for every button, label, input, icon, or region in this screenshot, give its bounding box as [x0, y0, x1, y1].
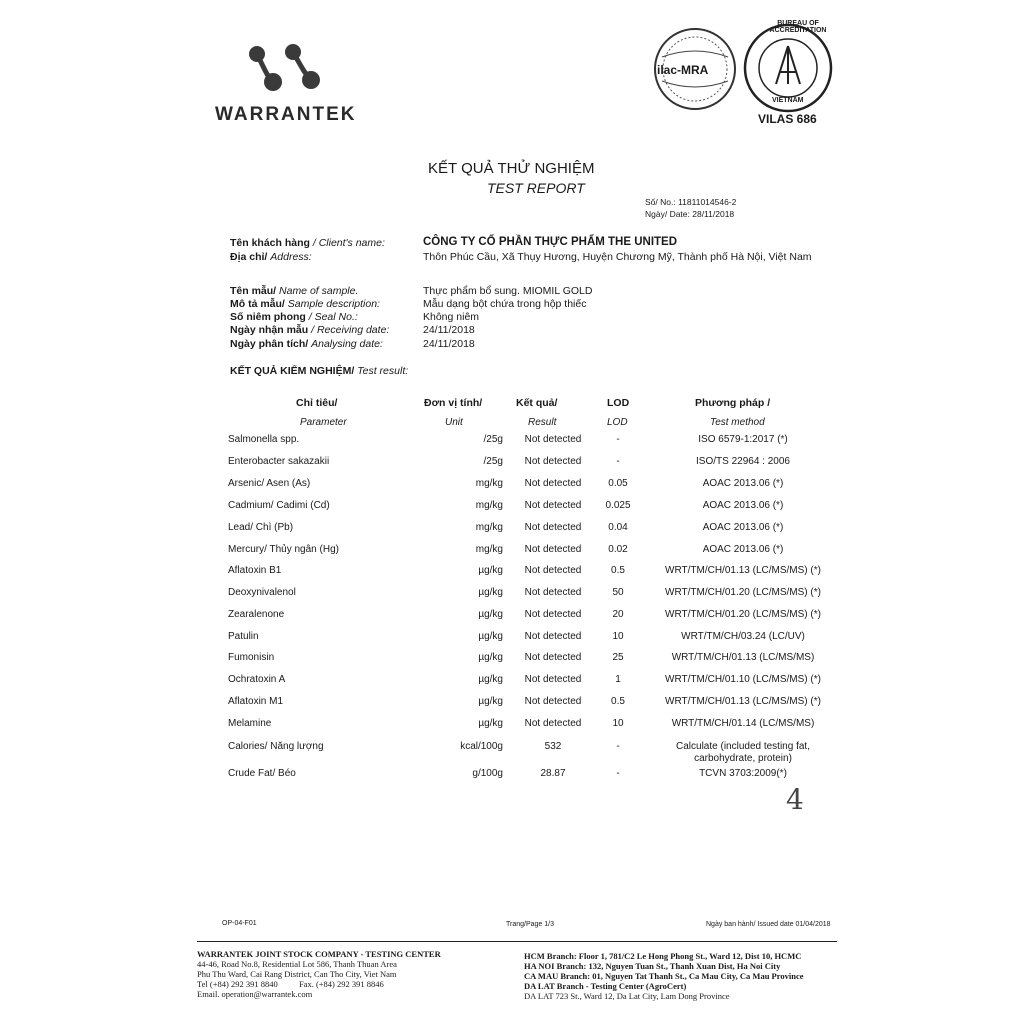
cell-param: Cadmium/ Cadimi (Cd) [228, 500, 330, 511]
cell-unit: mg/kg [475, 544, 503, 555]
branches-block [524, 951, 844, 1001]
cell-result: Not detected [524, 718, 582, 729]
seal-label: Số niêm phong / Seal No.: [230, 311, 358, 323]
cell-result: Not detected [524, 565, 582, 576]
cell-lod: 0.5 [611, 565, 625, 576]
vilas-number: VILAS 686 [758, 112, 817, 126]
client-name-label: Tên khách hàng / Client's name: [230, 237, 385, 249]
cell-method: TCVN 3703:2009(*) [699, 768, 787, 779]
cell-lod: 10 [612, 718, 624, 729]
table-row [228, 631, 828, 651]
cell-lod: 25 [612, 652, 624, 663]
header-method-en: Test method [710, 417, 765, 428]
cell-param: Aflatoxin M1 [228, 696, 284, 707]
client-name: CÔNG TY CỔ PHẦN THỰC PHẨM THE UNITED [423, 236, 678, 248]
branch-line: DA LAT Branch - Testing Center (AgroCert) [524, 981, 687, 991]
header-method: Phương pháp / [695, 397, 771, 409]
cell-param: Salmonella spp. [228, 434, 300, 445]
cell-unit: µg/kg [478, 674, 503, 685]
cell-result: Not detected [524, 674, 582, 685]
cell-method: WRT/TM/CH/01.13 (LC/MS/MS) (*) [665, 565, 821, 576]
cell-unit: µg/kg [478, 587, 503, 598]
cell-unit: kcal/100g [460, 741, 503, 752]
ilac-text: ilac-MRA [657, 63, 709, 77]
cell-unit: µg/kg [478, 718, 503, 729]
table-row [228, 522, 828, 542]
branch-line: DA LAT 723 St., Ward 12, Da Lat City, Lam Dong Province [524, 991, 730, 1001]
cell-param: Calories/ Năng lượng [228, 741, 324, 752]
cell-method: Calculate (included testing fat, carbohydrate, protein) [676, 741, 810, 764]
sample-name: Thực phẩm bổ sung. MIOMIL GOLD [423, 285, 593, 297]
sample-desc-label: Mô tả mẫu/ Sample description: [230, 298, 380, 310]
results-title: KẾT QUẢ KIỂM NGHIỆM/ Test result: [230, 365, 409, 377]
cell-param: Lead/ Chì (Pb) [228, 522, 294, 533]
table-row [228, 478, 828, 498]
cell-method: WRT/TM/CH/01.13 (LC/MS/MS) (*) [665, 696, 821, 707]
doc-number: Số/ No.: 11811014546-2 [645, 197, 737, 207]
cell-lod: 0.5 [611, 696, 625, 707]
header-lod: LOD [607, 397, 630, 409]
analysing-date-label: Ngày phân tích/ Analysing date: [230, 338, 383, 350]
table-row [228, 565, 828, 585]
table-row [228, 741, 828, 764]
cell-param: Crude Fat/ Béo [228, 768, 296, 779]
cell-lod: - [616, 456, 620, 467]
cell-method: WRT/TM/CH/01.13 (LC/MS/MS) [671, 652, 815, 663]
cell-param: Patulin [228, 631, 259, 642]
cell-result: Not detected [524, 652, 582, 663]
cell-result: Not detected [524, 696, 582, 707]
table-row [228, 609, 828, 629]
cell-method: AOAC 2013.06 (*) [702, 522, 784, 533]
cell-param: Ochratoxin A [228, 674, 286, 685]
cell-param: Enterobacter sakazakii [228, 456, 330, 467]
cell-result: Not detected [524, 631, 582, 642]
cell-param: Aflatoxin B1 [228, 565, 282, 576]
header-lod-en: LOD [607, 417, 628, 428]
cell-unit: mg/kg [475, 522, 503, 533]
cell-method: WRT/TM/CH/01.10 (LC/MS/MS) (*) [665, 674, 821, 685]
cell-method: ISO 6579-1:2017 (*) [698, 434, 788, 445]
table-row [228, 544, 828, 564]
table-row [228, 434, 828, 454]
company-address: 44-46, Road No.8, Residential Lot 586, Thanh Thuan Area [197, 959, 397, 969]
cell-result: Not detected [524, 522, 582, 533]
header-parameter: Chỉ tiêu/ [296, 397, 338, 409]
seal-value: Không niêm [423, 311, 480, 323]
cell-method: WRT/TM/CH/01.20 (LC/MS/MS) (*) [665, 587, 821, 598]
cell-method: AOAC 2013.06 (*) [702, 544, 784, 555]
cell-unit: µg/kg [478, 565, 503, 576]
cell-unit: µg/kg [478, 631, 503, 642]
company-tel: Tel (+84) 292 391 8840 Fax. (+84) 292 391 8846 [197, 979, 384, 989]
logo-text: WARRANTEK [215, 104, 357, 125]
cell-param: Melamine [228, 718, 272, 729]
cell-result: Not detected [524, 500, 582, 511]
branch-line: HA NOI Branch: 132, Nguyen Tuan St., Thanh Xuan Dist, Ha Noi City [524, 961, 781, 971]
cell-param: Fumonisin [228, 652, 275, 663]
cell-unit: µg/kg [478, 696, 503, 707]
cell-unit: mg/kg [475, 500, 503, 511]
cell-result: 532 [544, 741, 562, 752]
cell-result: Not detected [524, 609, 582, 620]
sample-name-label: Tên mẫu/ Name of sample. [230, 285, 359, 297]
header-unit-en: Unit [445, 417, 463, 428]
table-row [228, 718, 828, 738]
cell-result: Not detected [524, 544, 582, 555]
handwritten-mark: 4 [786, 783, 804, 816]
cell-lod: 1 [615, 674, 621, 685]
cell-result: 28.87 [540, 768, 566, 779]
cell-method: AOAC 2013.06 (*) [702, 500, 784, 511]
cell-method: ISO/TS 22964 : 2006 [696, 456, 790, 467]
cell-lod: 0.05 [608, 478, 628, 489]
cell-unit: /25g [483, 434, 503, 445]
cell-lod: 20 [612, 609, 624, 620]
company-block [197, 949, 517, 999]
cell-lod: 0.025 [605, 500, 631, 511]
branch-line: CA MAU Branch: 01, Nguyen Tat Thanh St., Ca Mau City, Ca Mau Province [524, 971, 804, 981]
table-row [228, 456, 828, 476]
cell-method: WRT/TM/CH/01.14 (LC/MS/MS) [671, 718, 815, 729]
cell-method: WRT/TM/CH/03.24 (LC/UV) [681, 631, 805, 642]
issued-date: Ngày ban hành/ Issued date 01/04/2018 [706, 921, 831, 928]
table-row [228, 587, 828, 607]
header-result-en: Result [528, 417, 557, 428]
client-address: Thôn Phúc Cầu, Xã Thụy Hương, Huyện Chương Mỹ, Thành phố Hà Nội, Việt Nam [423, 251, 812, 263]
cell-lod: - [616, 741, 620, 752]
cell-method: WRT/TM/CH/01.20 (LC/MS/MS) (*) [665, 609, 821, 620]
cell-lod: - [616, 434, 620, 445]
cell-result: Not detected [524, 478, 582, 489]
doc-date: Ngày/ Date: 28/11/2018 [645, 209, 735, 219]
address-label: Địa chỉ/ Address: [230, 251, 312, 263]
cell-unit: mg/kg [475, 478, 503, 489]
doc-number-block [645, 196, 736, 220]
cell-unit: µg/kg [478, 652, 503, 663]
table-row [228, 500, 828, 520]
cell-unit: g/100g [472, 768, 503, 779]
cell-unit: /25g [483, 456, 503, 467]
branch-line: HCM Branch: Floor 1, 781/C2 Le Hong Phong St., Ward 12, Dist 10, HCMC [524, 951, 802, 961]
header-result: Kết quả/ [516, 397, 558, 409]
cell-param: Arsenic/ Asen (As) [228, 478, 311, 489]
cell-result: Not detected [524, 456, 582, 467]
cell-param: Zearalenone [228, 609, 285, 620]
table-row [228, 696, 828, 716]
title-vn: KẾT QUẢ THỬ NGHIỆM [428, 160, 595, 177]
company-email: Email. operation@warrantek.com [197, 989, 313, 999]
page-number: Trang/Page 1/3 [506, 921, 554, 928]
sample-desc: Mẫu dạng bột chứa trong hộp thiếc [423, 298, 587, 310]
cell-lod: 50 [612, 587, 624, 598]
cell-result: Not detected [524, 434, 582, 445]
table-row [228, 652, 828, 672]
vietnam-text: VIETNAM [772, 97, 804, 104]
cell-param: Deoxynivalenol [228, 587, 296, 598]
header-unit: Đơn vị tính/ [424, 397, 483, 409]
warrantek-logo-icon [245, 40, 325, 98]
cell-lod: 0.02 [608, 544, 628, 555]
header-parameter-en: Parameter [300, 417, 347, 428]
table-row [228, 768, 828, 788]
cell-unit: µg/kg [478, 609, 503, 620]
form-code: OP-04-F01 [222, 920, 257, 927]
cell-lod: - [616, 768, 620, 779]
receiving-date: 24/11/2018 [423, 324, 475, 336]
footer-rule [197, 941, 837, 942]
cell-method: AOAC 2013.06 (*) [702, 478, 784, 489]
cell-param: Mercury/ Thủy ngân (Hg) [228, 544, 339, 555]
cell-lod: 0.04 [608, 522, 628, 533]
receiving-date-label: Ngày nhận mẫu / Receiving date: [230, 324, 390, 336]
table-row [228, 674, 828, 694]
cell-lod: 10 [612, 631, 624, 642]
analysing-date: 24/11/2018 [423, 338, 475, 350]
cell-result: Not detected [524, 587, 582, 598]
bureau-text: BUREAU OF ACCREDITATION [769, 20, 827, 34]
company-name: WARRANTEK JOINT STOCK COMPANY - TESTING CENTER [197, 949, 441, 959]
title-en: TEST REPORT [487, 180, 585, 196]
company-address2: Phu Thu Ward, Cai Rang District, Can Tho City, Viet Nam [197, 969, 397, 979]
